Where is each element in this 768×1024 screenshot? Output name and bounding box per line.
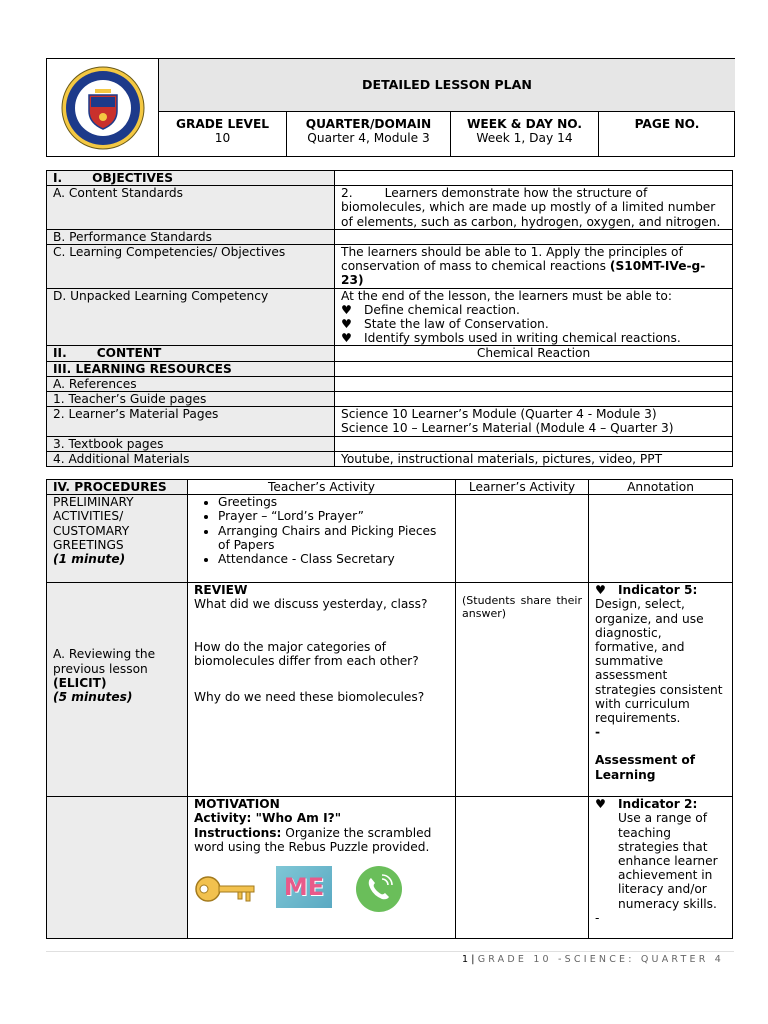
learners-material-row [47,407,733,436]
indicator-2-label: Indicator 2: [618,797,698,812]
assessment-of-learning: Assessment of Learning [595,753,696,782]
rebus-puzzle [194,866,449,924]
phone-call-icon [354,864,404,914]
review-question-2: How do the major categories of biomolecules differ from each other? [194,639,419,668]
unpacked-item: ♥ State the law of Conservation. [341,317,549,332]
references-label: A. References [47,376,335,391]
indicator-5-label: Indicator 5: [618,583,698,598]
learners-material-value-2: Science 10 – Learner’s Material (Module 4 – Quarter 3) [341,421,674,436]
list-item: • Greetings [218,495,449,509]
heart-bullet-icon: ♥ [595,583,606,598]
instructions-text: Organize the scrambled word using the Rebus Puzzle provided. [194,825,432,854]
preliminary-label: PRELIMINARY ACTIVITIES/ CUSTOMARY GREETINGS [53,495,134,552]
teachers-guide-row [47,392,733,407]
procedures-table [46,479,733,939]
content-value: Chemical Reaction [335,346,733,361]
week-day-heading: WEEK & DAY NO. [466,117,583,131]
heart-bullet-icon: ♥ [341,302,352,317]
objectives-number: I. [53,171,63,185]
content-number: II. [53,346,67,361]
competencies-label: C. Learning Competencies/ Objectives [47,245,335,289]
me-picture-text: ME [283,872,325,901]
unpacked-item: ♥ Define chemical reaction. [341,302,520,317]
page-no-cell [598,112,735,156]
logo-cell [47,59,158,156]
references-row [47,376,733,391]
instructions-label: Instructions: [194,825,282,840]
content-standards-value: Learners demonstrate how the structure of biomolecules, which are made up mostly of a limited number of elements, such as carbon, hydrogen, oxygen, and nitrogen. [341,186,721,229]
list-item: • Arranging Chairs and Picking Pieces of Papers [218,524,449,552]
page-no-heading: PAGE NO. [634,117,700,131]
motivation-activity: Activity: "Who Am I?" [194,811,342,826]
textbook-row [47,436,733,451]
unpacked-label: D. Unpacked Learning Competency [47,288,335,346]
additional-materials-value: Youtube, instructional materials, pictures, video, PPT [335,451,733,466]
quarter-domain-heading: QUARTER/DOMAIN [305,117,432,131]
grade-level-cell [158,112,286,156]
preliminary-time: (1 minute) [53,552,126,567]
textbook-label: 3. Textbook pages [47,436,335,451]
list-item: • Prayer – “Lord’s Prayer” [218,509,449,523]
heart-bullet-icon: ♥ [341,317,352,332]
annotation-heading: Annotation [589,480,733,495]
content-heading: CONTENT [96,346,162,361]
grade-level-value: 10 [214,131,231,146]
quarter-domain-cell [286,112,450,156]
indicator-2-annotation: Use a range of teaching strategies that enhance learner achievement in literacy and/or numeracy skills. [618,811,718,911]
document-title: DETAILED LESSON PLAN [158,59,735,112]
review-question-3: Why do we need these biomolecules? [194,690,425,705]
annotation-dash: - [595,725,601,740]
performance-standards-label: B. Performance Standards [47,229,335,244]
resources-heading-row [47,361,733,376]
footer-divider [46,951,734,952]
teachers-guide-label: 1. Teacher’s Guide pages [47,392,335,407]
week-day-value: Week 1, Day 14 [476,131,573,146]
additional-materials-label: 4. Additional Materials [47,451,335,466]
resources-heading: III. LEARNING RESOURCES [47,361,335,376]
indicator-5-annotation: Design, select, organize, and use diagnostic, formative, and summative assessment strategies consistent with curriculum requirements. [595,597,723,726]
learner-response: (Students share their answer) [462,594,582,620]
content-standards-row [47,186,733,230]
review-label: A. Reviewing the previous lesson [53,647,156,676]
performance-standards-row [47,229,733,244]
motivation-row [47,797,733,939]
competencies-value: The learners should be able to 1. Apply the principles of conservation of mass to chemical reactions [341,245,683,274]
additional-materials-row [47,451,733,466]
deped-seal-logo [47,59,158,156]
content-standards-number: 2. [341,186,353,201]
unpacked-intro: At the end of the lesson, the learners must be able to: [341,288,672,303]
week-day-cell [450,112,598,156]
review-phase: (ELICIT) [53,675,107,690]
procedures-heading-row [47,480,733,495]
procedures-heading: IV. PROCEDURES [47,480,188,495]
list-item: • Attendance - Class Secretary [218,552,449,566]
learner-activity-heading: Learner’s Activity [456,480,589,495]
review-heading: REVIEW [194,583,248,598]
me-picture [276,866,332,908]
objectives-heading: OBJECTIVES [92,171,174,185]
content-row [47,346,733,361]
review-time: (5 minutes) [53,689,133,704]
motivation-heading: MOTIVATION [194,797,280,812]
preliminary-list [194,495,449,566]
competencies-row [47,245,733,289]
lesson-plan-header [46,58,735,157]
heart-bullet-icon: ♥ [341,331,352,346]
page-number: 1 [462,954,472,965]
review-question-1: What did we discuss yesterday, class? [194,597,428,612]
annotation-dash: - [595,910,600,925]
heart-bullet-icon: ♥ [595,797,606,812]
competency-code: (S10MT-IVe-g-23) [341,259,706,288]
grade-level-heading: GRADE LEVEL [175,117,270,131]
content-standards-label: A. Content Standards [47,186,335,230]
footer-text: GRADE 10 -SCIENCE: QUARTER 4 [477,954,724,965]
key-icon [194,872,258,906]
teacher-activity-heading: Teacher’s Activity [188,480,456,495]
lesson-plan-table [46,170,733,467]
unpacked-competency-row [47,288,733,346]
learners-material-label: 2. Learner’s Material Pages [47,407,335,436]
page-footer: 1|GRADE 10 -SCIENCE: QUARTER 4 [462,954,724,965]
learners-material-value-1: Science 10 Learner’s Module (Quarter 4 - Module 3) [341,407,657,422]
review-row [47,583,733,797]
quarter-domain-value: Quarter 4, Module 3 [307,131,430,146]
objectives-heading-row [47,171,733,186]
preliminary-row [47,495,733,583]
unpacked-item: ♥ Identify symbols used in writing chemical reactions. [341,331,681,346]
